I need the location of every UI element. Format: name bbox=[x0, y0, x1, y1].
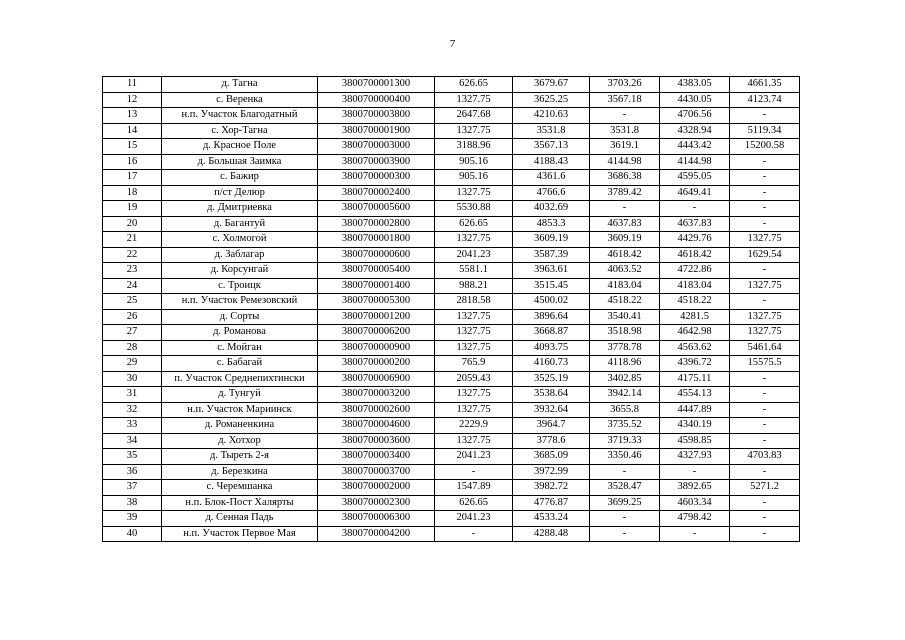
value-cell-2: 3587.39 bbox=[513, 247, 590, 263]
row-number-cell: 26 bbox=[103, 309, 162, 325]
value-cell-4: 3892.65 bbox=[660, 480, 730, 496]
value-cell-1: - bbox=[435, 526, 513, 542]
table-row bbox=[103, 263, 800, 279]
table-row bbox=[103, 232, 800, 248]
value-cell-3: 3350.46 bbox=[590, 449, 660, 465]
value-cell-5: - bbox=[730, 433, 800, 449]
value-cell-5: 1327.75 bbox=[730, 325, 800, 341]
settlement-name-cell: д. Заблагар bbox=[162, 247, 318, 263]
code-cell: 3800700005600 bbox=[318, 201, 435, 217]
value-cell-3: 3655.8 bbox=[590, 402, 660, 418]
value-cell-1: 2041.23 bbox=[435, 247, 513, 263]
value-cell-4: 4595.05 bbox=[660, 170, 730, 186]
row-number-cell: 13 bbox=[103, 108, 162, 124]
value-cell-5: - bbox=[730, 526, 800, 542]
settlement-name-cell: д. Корсунгай bbox=[162, 263, 318, 279]
value-cell-1: 1327.75 bbox=[435, 309, 513, 325]
row-number-cell: 30 bbox=[103, 371, 162, 387]
table-row bbox=[103, 433, 800, 449]
table-row bbox=[103, 154, 800, 170]
table-row bbox=[103, 449, 800, 465]
value-cell-4: 4443.42 bbox=[660, 139, 730, 155]
value-cell-2: 3609.19 bbox=[513, 232, 590, 248]
value-cell-4: 4281.5 bbox=[660, 309, 730, 325]
row-number-cell: 29 bbox=[103, 356, 162, 372]
value-cell-5: - bbox=[730, 108, 800, 124]
value-cell-2: 4853.3 bbox=[513, 216, 590, 232]
value-cell-1: 2229.9 bbox=[435, 418, 513, 434]
value-cell-2: 3972.99 bbox=[513, 464, 590, 480]
value-cell-4: 4603.34 bbox=[660, 495, 730, 511]
code-cell: 3800700000900 bbox=[318, 340, 435, 356]
settlement-name-cell: д. Сорты bbox=[162, 309, 318, 325]
settlement-name-cell: д. Багантуй bbox=[162, 216, 318, 232]
value-cell-3: - bbox=[590, 201, 660, 217]
value-cell-5: 1327.75 bbox=[730, 278, 800, 294]
table-row bbox=[103, 278, 800, 294]
value-cell-1: 626.65 bbox=[435, 495, 513, 511]
row-number-cell: 18 bbox=[103, 185, 162, 201]
value-cell-4: 4340.19 bbox=[660, 418, 730, 434]
value-cell-4: 4328.94 bbox=[660, 123, 730, 139]
table-row bbox=[103, 418, 800, 434]
value-cell-4: 4563.62 bbox=[660, 340, 730, 356]
code-cell: 3800700006900 bbox=[318, 371, 435, 387]
value-cell-3: 4144.98 bbox=[590, 154, 660, 170]
value-cell-2: 3531.8 bbox=[513, 123, 590, 139]
table-row bbox=[103, 511, 800, 527]
value-cell-1: 1327.75 bbox=[435, 387, 513, 403]
value-cell-1: 1327.75 bbox=[435, 185, 513, 201]
row-number-cell: 11 bbox=[103, 77, 162, 93]
table-row bbox=[103, 139, 800, 155]
settlement-name-cell: н.п. Участок Мариинск bbox=[162, 402, 318, 418]
value-cell-4: 4798.42 bbox=[660, 511, 730, 527]
settlement-name-cell: д. Романова bbox=[162, 325, 318, 341]
value-cell-2: 4160.73 bbox=[513, 356, 590, 372]
settlement-name-cell: д. Сенная Падь bbox=[162, 511, 318, 527]
value-cell-5: - bbox=[730, 185, 800, 201]
table-row bbox=[103, 201, 800, 217]
table-row bbox=[103, 216, 800, 232]
value-cell-3: 3567.18 bbox=[590, 92, 660, 108]
row-number-cell: 19 bbox=[103, 201, 162, 217]
value-cell-4: 4706.56 bbox=[660, 108, 730, 124]
value-cell-2: 3964.7 bbox=[513, 418, 590, 434]
settlement-name-cell: д. Романенкина bbox=[162, 418, 318, 434]
value-cell-2: 3567.13 bbox=[513, 139, 590, 155]
row-number-cell: 28 bbox=[103, 340, 162, 356]
table-row bbox=[103, 309, 800, 325]
value-cell-2: 4776.87 bbox=[513, 495, 590, 511]
value-cell-4: 4396.72 bbox=[660, 356, 730, 372]
value-cell-2: 4188.43 bbox=[513, 154, 590, 170]
row-number-cell: 35 bbox=[103, 449, 162, 465]
value-cell-4: - bbox=[660, 526, 730, 542]
value-cell-2: 3679.67 bbox=[513, 77, 590, 93]
value-cell-2: 3982.72 bbox=[513, 480, 590, 496]
value-cell-5: - bbox=[730, 511, 800, 527]
value-cell-1: 2041.23 bbox=[435, 449, 513, 465]
settlement-name-cell: с. Бабагай bbox=[162, 356, 318, 372]
value-cell-3: 4518.22 bbox=[590, 294, 660, 310]
code-cell: 3800700002400 bbox=[318, 185, 435, 201]
value-cell-2: 3778.6 bbox=[513, 433, 590, 449]
value-cell-5: 15200.58 bbox=[730, 139, 800, 155]
value-cell-3: 4618.42 bbox=[590, 247, 660, 263]
value-cell-4: 4518.22 bbox=[660, 294, 730, 310]
row-number-cell: 40 bbox=[103, 526, 162, 542]
settlement-name-cell: н.п. Блок-Пост Халярты bbox=[162, 495, 318, 511]
value-cell-1: 905.16 bbox=[435, 170, 513, 186]
code-cell: 3800700005300 bbox=[318, 294, 435, 310]
settlement-name-cell: н.п. Участок Первое Мая bbox=[162, 526, 318, 542]
code-cell: 3800700000400 bbox=[318, 92, 435, 108]
value-cell-1: 1327.75 bbox=[435, 123, 513, 139]
value-cell-4: - bbox=[660, 201, 730, 217]
value-cell-5: 1327.75 bbox=[730, 309, 800, 325]
row-number-cell: 27 bbox=[103, 325, 162, 341]
value-cell-3: - bbox=[590, 464, 660, 480]
row-number-cell: 24 bbox=[103, 278, 162, 294]
value-cell-1: 626.65 bbox=[435, 216, 513, 232]
code-cell: 3800700001200 bbox=[318, 309, 435, 325]
value-cell-3: 3609.19 bbox=[590, 232, 660, 248]
value-cell-3: 3778.78 bbox=[590, 340, 660, 356]
table-row bbox=[103, 170, 800, 186]
table-row bbox=[103, 247, 800, 263]
row-number-cell: 22 bbox=[103, 247, 162, 263]
value-cell-5: 4123.74 bbox=[730, 92, 800, 108]
value-cell-5: - bbox=[730, 263, 800, 279]
value-cell-2: 4210.63 bbox=[513, 108, 590, 124]
code-cell: 3800700003400 bbox=[318, 449, 435, 465]
value-cell-2: 3538.64 bbox=[513, 387, 590, 403]
value-cell-4: 4447.89 bbox=[660, 402, 730, 418]
row-number-cell: 36 bbox=[103, 464, 162, 480]
settlement-name-cell: с. Бажир bbox=[162, 170, 318, 186]
table-row bbox=[103, 464, 800, 480]
value-cell-3: 3735.52 bbox=[590, 418, 660, 434]
value-cell-3: - bbox=[590, 108, 660, 124]
value-cell-5: 4703.83 bbox=[730, 449, 800, 465]
row-number-cell: 17 bbox=[103, 170, 162, 186]
value-cell-4: 4430.05 bbox=[660, 92, 730, 108]
code-cell: 3800700003800 bbox=[318, 108, 435, 124]
value-cell-5: - bbox=[730, 201, 800, 217]
value-cell-1: 626.65 bbox=[435, 77, 513, 93]
value-cell-2: 4361.6 bbox=[513, 170, 590, 186]
code-cell: 3800700002600 bbox=[318, 402, 435, 418]
value-cell-3: - bbox=[590, 526, 660, 542]
value-cell-3: 3518.98 bbox=[590, 325, 660, 341]
value-cell-5: - bbox=[730, 464, 800, 480]
code-cell: 3800700000600 bbox=[318, 247, 435, 263]
value-cell-3: 3402.85 bbox=[590, 371, 660, 387]
code-cell: 3800700004600 bbox=[318, 418, 435, 434]
table-row bbox=[103, 480, 800, 496]
value-cell-5: - bbox=[730, 371, 800, 387]
table-row bbox=[103, 108, 800, 124]
value-cell-3: 3942.14 bbox=[590, 387, 660, 403]
value-cell-5: - bbox=[730, 294, 800, 310]
settlement-name-cell: н.п. Участок Ремезовский bbox=[162, 294, 318, 310]
value-cell-2: 3525.19 bbox=[513, 371, 590, 387]
code-cell: 3800700000300 bbox=[318, 170, 435, 186]
value-cell-2: 3896.64 bbox=[513, 309, 590, 325]
value-cell-2: 4032.69 bbox=[513, 201, 590, 217]
code-cell: 3800700005400 bbox=[318, 263, 435, 279]
value-cell-2: 3685.09 bbox=[513, 449, 590, 465]
value-cell-1: 2059.43 bbox=[435, 371, 513, 387]
value-cell-4: 4175.11 bbox=[660, 371, 730, 387]
row-number-cell: 33 bbox=[103, 418, 162, 434]
row-number-cell: 15 bbox=[103, 139, 162, 155]
value-cell-2: 4766.6 bbox=[513, 185, 590, 201]
row-number-cell: 32 bbox=[103, 402, 162, 418]
value-cell-4: 4327.93 bbox=[660, 449, 730, 465]
table-row bbox=[103, 495, 800, 511]
value-cell-4: 4598.85 bbox=[660, 433, 730, 449]
table-body bbox=[103, 77, 800, 542]
value-cell-5: 5119.34 bbox=[730, 123, 800, 139]
value-cell-1: 988.21 bbox=[435, 278, 513, 294]
settlement-name-cell: д. Тагна bbox=[162, 77, 318, 93]
code-cell: 3800700004200 bbox=[318, 526, 435, 542]
settlement-name-cell: н.п. Участок Благодатный bbox=[162, 108, 318, 124]
value-cell-3: 3531.8 bbox=[590, 123, 660, 139]
value-cell-5: 15575.5 bbox=[730, 356, 800, 372]
code-cell: 3800700001900 bbox=[318, 123, 435, 139]
value-cell-1: 2818.58 bbox=[435, 294, 513, 310]
value-cell-3: 4118.96 bbox=[590, 356, 660, 372]
code-cell: 3800700006300 bbox=[318, 511, 435, 527]
row-number-cell: 20 bbox=[103, 216, 162, 232]
code-cell: 3800700003600 bbox=[318, 433, 435, 449]
table-row bbox=[103, 371, 800, 387]
row-number-cell: 34 bbox=[103, 433, 162, 449]
code-cell: 3800700002300 bbox=[318, 495, 435, 511]
value-cell-1: 3188.96 bbox=[435, 139, 513, 155]
row-number-cell: 31 bbox=[103, 387, 162, 403]
value-cell-1: 1327.75 bbox=[435, 232, 513, 248]
table-row bbox=[103, 356, 800, 372]
settlements-table bbox=[102, 76, 800, 542]
table-row bbox=[103, 402, 800, 418]
value-cell-3: 4637.83 bbox=[590, 216, 660, 232]
value-cell-2: 3625.25 bbox=[513, 92, 590, 108]
value-cell-1: 2647.68 bbox=[435, 108, 513, 124]
table-row bbox=[103, 123, 800, 139]
value-cell-3: 4183.04 bbox=[590, 278, 660, 294]
value-cell-5: 1629.54 bbox=[730, 247, 800, 263]
settlement-name-cell: с. Черемшанка bbox=[162, 480, 318, 496]
row-number-cell: 16 bbox=[103, 154, 162, 170]
value-cell-2: 4533.24 bbox=[513, 511, 590, 527]
code-cell: 3800700003700 bbox=[318, 464, 435, 480]
table-row bbox=[103, 387, 800, 403]
row-number-cell: 23 bbox=[103, 263, 162, 279]
row-number-cell: 25 bbox=[103, 294, 162, 310]
code-cell: 3800700003900 bbox=[318, 154, 435, 170]
value-cell-5: - bbox=[730, 418, 800, 434]
table-row bbox=[103, 185, 800, 201]
value-cell-5: 1327.75 bbox=[730, 232, 800, 248]
value-cell-3: 3619.1 bbox=[590, 139, 660, 155]
value-cell-5: 5271.2 bbox=[730, 480, 800, 496]
row-number-cell: 12 bbox=[103, 92, 162, 108]
value-cell-3: 3719.33 bbox=[590, 433, 660, 449]
value-cell-3: 3686.38 bbox=[590, 170, 660, 186]
settlement-name-cell: с. Холмогой bbox=[162, 232, 318, 248]
value-cell-1: 1547.89 bbox=[435, 480, 513, 496]
settlement-name-cell: с. Веренка bbox=[162, 92, 318, 108]
value-cell-5: - bbox=[730, 170, 800, 186]
value-cell-1: 1327.75 bbox=[435, 325, 513, 341]
value-cell-1: 2041.23 bbox=[435, 511, 513, 527]
table-row bbox=[103, 92, 800, 108]
code-cell: 3800700001400 bbox=[318, 278, 435, 294]
value-cell-5: 5461.64 bbox=[730, 340, 800, 356]
settlement-name-cell: с. Троицк bbox=[162, 278, 318, 294]
page-number: 7 bbox=[449, 38, 456, 50]
value-cell-4: 4144.98 bbox=[660, 154, 730, 170]
value-cell-1: 1327.75 bbox=[435, 340, 513, 356]
value-cell-1: 765.9 bbox=[435, 356, 513, 372]
code-cell: 3800700001300 bbox=[318, 77, 435, 93]
value-cell-1: 1327.75 bbox=[435, 402, 513, 418]
table-row bbox=[103, 340, 800, 356]
value-cell-4: 4183.04 bbox=[660, 278, 730, 294]
value-cell-3: - bbox=[590, 511, 660, 527]
settlement-name-cell: п. Участок Среднепихтински bbox=[162, 371, 318, 387]
value-cell-4: 4642.98 bbox=[660, 325, 730, 341]
code-cell: 3800700000200 bbox=[318, 356, 435, 372]
settlement-name-cell: д. Красное Поле bbox=[162, 139, 318, 155]
value-cell-2: 4288.48 bbox=[513, 526, 590, 542]
value-cell-2: 3963.61 bbox=[513, 263, 590, 279]
settlement-name-cell: д. Большая Заимка bbox=[162, 154, 318, 170]
value-cell-1: - bbox=[435, 464, 513, 480]
value-cell-2: 4093.75 bbox=[513, 340, 590, 356]
code-cell: 3800700003000 bbox=[318, 139, 435, 155]
value-cell-1: 1327.75 bbox=[435, 433, 513, 449]
table-row bbox=[103, 77, 800, 93]
table-row bbox=[103, 325, 800, 341]
value-cell-3: 3540.41 bbox=[590, 309, 660, 325]
value-cell-5: - bbox=[730, 402, 800, 418]
settlement-name-cell: д. Березкина bbox=[162, 464, 318, 480]
row-number-cell: 38 bbox=[103, 495, 162, 511]
value-cell-4: 4618.42 bbox=[660, 247, 730, 263]
settlement-name-cell: п/ст Делюр bbox=[162, 185, 318, 201]
value-cell-4: 4722.86 bbox=[660, 263, 730, 279]
code-cell: 3800700003200 bbox=[318, 387, 435, 403]
value-cell-4: 4637.83 bbox=[660, 216, 730, 232]
row-number-cell: 21 bbox=[103, 232, 162, 248]
value-cell-5: 4661.35 bbox=[730, 77, 800, 93]
settlement-name-cell: д. Тыреть 2-я bbox=[162, 449, 318, 465]
value-cell-3: 3703.26 bbox=[590, 77, 660, 93]
value-cell-5: - bbox=[730, 216, 800, 232]
settlement-name-cell: с. Хор-Тагна bbox=[162, 123, 318, 139]
value-cell-2: 3515.45 bbox=[513, 278, 590, 294]
code-cell: 3800700002800 bbox=[318, 216, 435, 232]
value-cell-2: 4500.02 bbox=[513, 294, 590, 310]
value-cell-3: 3789.42 bbox=[590, 185, 660, 201]
value-cell-1: 905.16 bbox=[435, 154, 513, 170]
value-cell-1: 5530.88 bbox=[435, 201, 513, 217]
value-cell-2: 3668.87 bbox=[513, 325, 590, 341]
value-cell-2: 3932.64 bbox=[513, 402, 590, 418]
value-cell-3: 3528.47 bbox=[590, 480, 660, 496]
value-cell-4: 4649.41 bbox=[660, 185, 730, 201]
code-cell: 3800700006200 bbox=[318, 325, 435, 341]
value-cell-3: 4063.52 bbox=[590, 263, 660, 279]
table-row bbox=[103, 526, 800, 542]
row-number-cell: 39 bbox=[103, 511, 162, 527]
value-cell-4: 4429.76 bbox=[660, 232, 730, 248]
value-cell-1: 1327.75 bbox=[435, 92, 513, 108]
value-cell-3: 3699.25 bbox=[590, 495, 660, 511]
settlement-name-cell: д. Тунгуй bbox=[162, 387, 318, 403]
row-number-cell: 37 bbox=[103, 480, 162, 496]
row-number-cell: 14 bbox=[103, 123, 162, 139]
value-cell-4: - bbox=[660, 464, 730, 480]
value-cell-5: - bbox=[730, 495, 800, 511]
table-row bbox=[103, 294, 800, 310]
settlement-name-cell: с. Мойган bbox=[162, 340, 318, 356]
code-cell: 3800700001800 bbox=[318, 232, 435, 248]
code-cell: 3800700002000 bbox=[318, 480, 435, 496]
value-cell-4: 4554.13 bbox=[660, 387, 730, 403]
settlement-name-cell: д. Дмитриевка bbox=[162, 201, 318, 217]
value-cell-4: 4383.05 bbox=[660, 77, 730, 93]
value-cell-5: - bbox=[730, 154, 800, 170]
value-cell-1: 5581.1 bbox=[435, 263, 513, 279]
value-cell-5: - bbox=[730, 387, 800, 403]
settlement-name-cell: д. Хотхор bbox=[162, 433, 318, 449]
